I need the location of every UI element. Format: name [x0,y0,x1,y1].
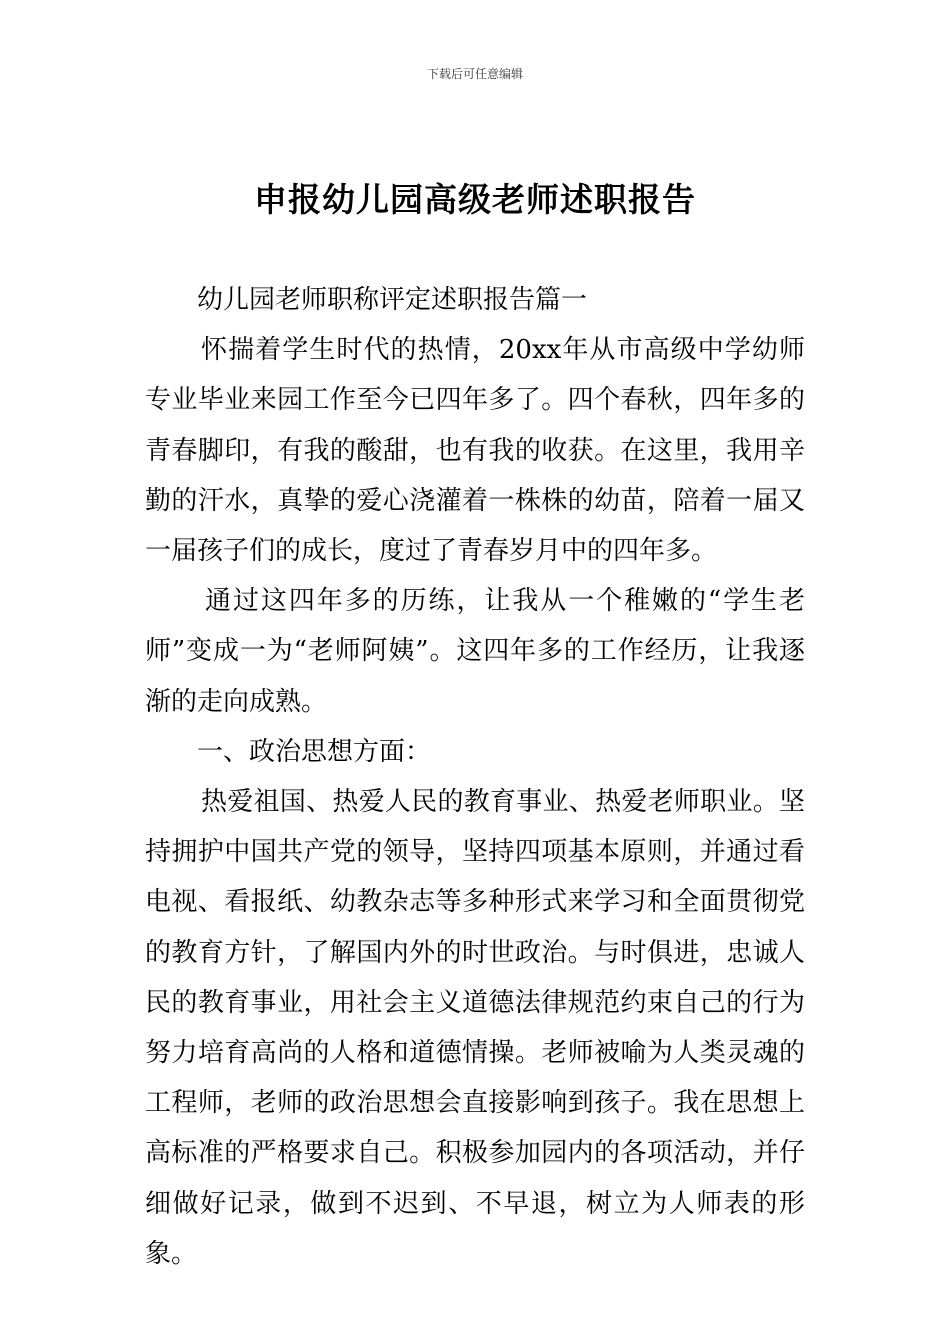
section-heading-political: 一、政治思想方面： [197,736,432,767]
paragraph-growth: 通过这四年多的历练，让我从一个稚嫩的“学生老师”变成一为“老师阿姨”。这四年多的工作经历，让我逐渐的走向成熟。 [145,586,805,717]
report-subtitle: 幼儿园老师职称评定述职报告篇一 [197,285,588,315]
paragraph-political: 热爱祖国、热爱人民的教育事业、热爱老师职业。坚持拥护中国共产党的领导，坚持四项基本原则，并通过看电视、看报纸、幼教杂志等多种形式来学习和全面贯彻党的教育方针，了解国内外的时世政治。与时俱进，忠诚人民的教育事业，用社会主义道德法律规范约束自己的行为努力培育高尚的人格和道德情操。老师被喻为人类灵魂的工程师，老师的政治思想会直接影响到孩子。我在思想上高标准的严格要求自己。积极参加园内的各项活动，并仔细做好记录，做到不迟到、不早退，树立为人师表的形象。 [145,787,805,1269]
document-body [145,275,805,1279]
page-header-note: 下载后可任意编辑 [426,67,523,81]
paragraph-intro: 怀揣着学生时代的热情，20xx年从市高级中学幼师专业毕业来园工作至今已四年多了。四个春秋，四年多的青春脚印，有我的酸甜，也有我的收获。在这里，我用辛勤的汗水，真挚的爱心浇灌着一株株的幼苗，陪着一届又一届孩子们的成长，度过了青春岁月中的四年多。 [145,335,805,567]
document-title: 申报幼儿园高级老师述职报告 [254,180,696,219]
